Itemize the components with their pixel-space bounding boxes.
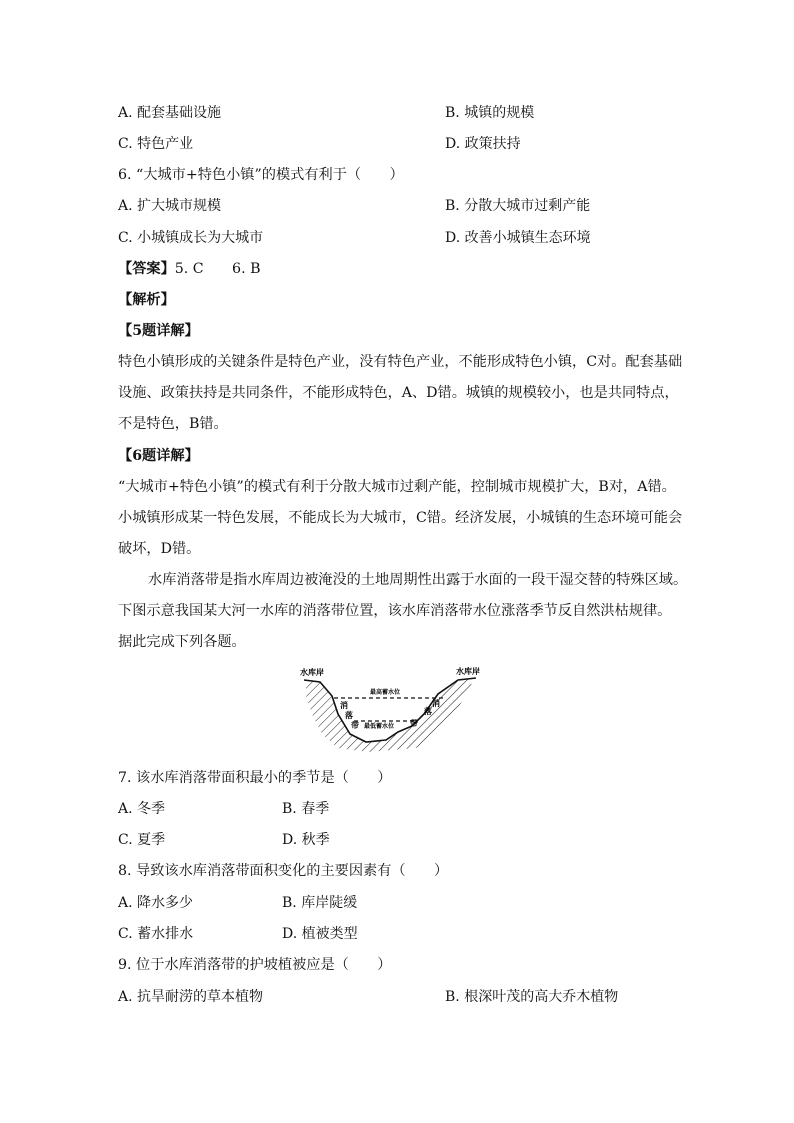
- q5-option-c: C. 特色产业: [118, 136, 194, 152]
- q7-option-a: A. 冬季: [118, 801, 166, 817]
- intro-line: 水库消落带是指水库周边被淹没的土地周期性出露于水面的一段干湿交替的特殊区域。: [148, 572, 688, 588]
- q5-option-b: B. 城镇的规模: [445, 105, 535, 121]
- detail5-line: 设施、政策扶持是共同条件，不能形成特色，A、D错。城镇的规模较小，也是共同特点，: [118, 385, 679, 401]
- q6-stem: 6. “大城市+特色小镇”的模式有利于（ ）: [118, 167, 404, 183]
- zone-right-char: 带: [410, 719, 418, 728]
- intro-line: 据此完成下列各题。: [118, 634, 246, 650]
- zone-left-char: 消: [340, 701, 348, 710]
- q8-option-b: B. 库岸陡缓: [282, 895, 358, 911]
- answer-text: 5. C 6. B: [174, 261, 261, 277]
- q7-option-d: D. 秋季: [282, 832, 330, 848]
- right-bank-label: 水库岸: [456, 667, 480, 676]
- detail6-label: 【6题详解】: [118, 448, 199, 464]
- max-level-label: 最高蓄水位: [370, 689, 401, 696]
- zone-left-char: 落: [345, 711, 353, 720]
- q7-option-b: B. 春季: [282, 801, 330, 817]
- reservoir-diagram: [298, 662, 498, 754]
- answer-line: [118, 259, 261, 279]
- left-bank-label: 水库岸: [300, 668, 324, 677]
- min-level-label: 最低蓄水位: [364, 723, 395, 730]
- detail5-label: 【5题详解】: [118, 323, 199, 339]
- q9-option-b: B. 根深叶茂的高大乔木植物: [445, 989, 619, 1005]
- detail6-line: 小城镇形成某一特色发展，不能成长为大城市，C错。经济发展，小城镇的生态环境可能会: [118, 510, 683, 526]
- q8-option-d: D. 植被类型: [282, 926, 358, 942]
- answer-label: 【答案】: [118, 261, 175, 277]
- q7-option-c: C. 夏季: [118, 832, 166, 848]
- analysis-label: 【解析】: [118, 292, 175, 308]
- intro-line: 下图示意我国某大河一水库的消落带位置，该水库消落带水位涨落季节反自然洪枯规律。: [118, 603, 672, 619]
- detail6-line: “大城市+特色小镇”的模式有利于分散大城市过剩产能，控制城市规模扩大，B对，A错。: [118, 479, 676, 495]
- detail5-line: 特色小镇形成的关键条件是特色产业，没有特色产业，不能形成特色小镇，C对。配套基础: [118, 354, 683, 370]
- reservoir-cross-section-figure: [298, 662, 498, 754]
- q6-option-c: C. 小城镇成长为大城市: [118, 230, 264, 246]
- q7-stem: 7. 该水库消落带面积最小的季节是（ ）: [118, 770, 392, 786]
- q8-stem: 8. 导致该水库消落带面积变化的主要因素有（ ）: [118, 863, 449, 879]
- zone-left-char: 带: [351, 721, 359, 730]
- zone-right-char: 消: [432, 699, 440, 708]
- q6-option-d: D. 改善小城镇生态环境: [445, 230, 591, 246]
- q8-option-c: C. 蓄水排水: [118, 926, 194, 942]
- zone-right-char: 落: [424, 707, 432, 716]
- q9-stem: 9. 位于水库消落带的护坡植被应是（ ）: [118, 957, 392, 973]
- detail6-line: 破坏，D错。: [118, 541, 201, 557]
- q6-option-a: A. 扩大城市规模: [118, 198, 222, 214]
- q5-option-a: A. 配套基础设施: [118, 105, 222, 121]
- q5-option-d: D. 政策扶持: [445, 136, 521, 152]
- q8-option-a: A. 降水多少: [118, 895, 194, 911]
- q9-option-a: A. 抗旱耐涝的草本植物: [118, 989, 264, 1005]
- q6-option-b: B. 分散大城市过剩产能: [445, 198, 591, 214]
- detail5-line: 不是特色，B错。: [118, 416, 228, 432]
